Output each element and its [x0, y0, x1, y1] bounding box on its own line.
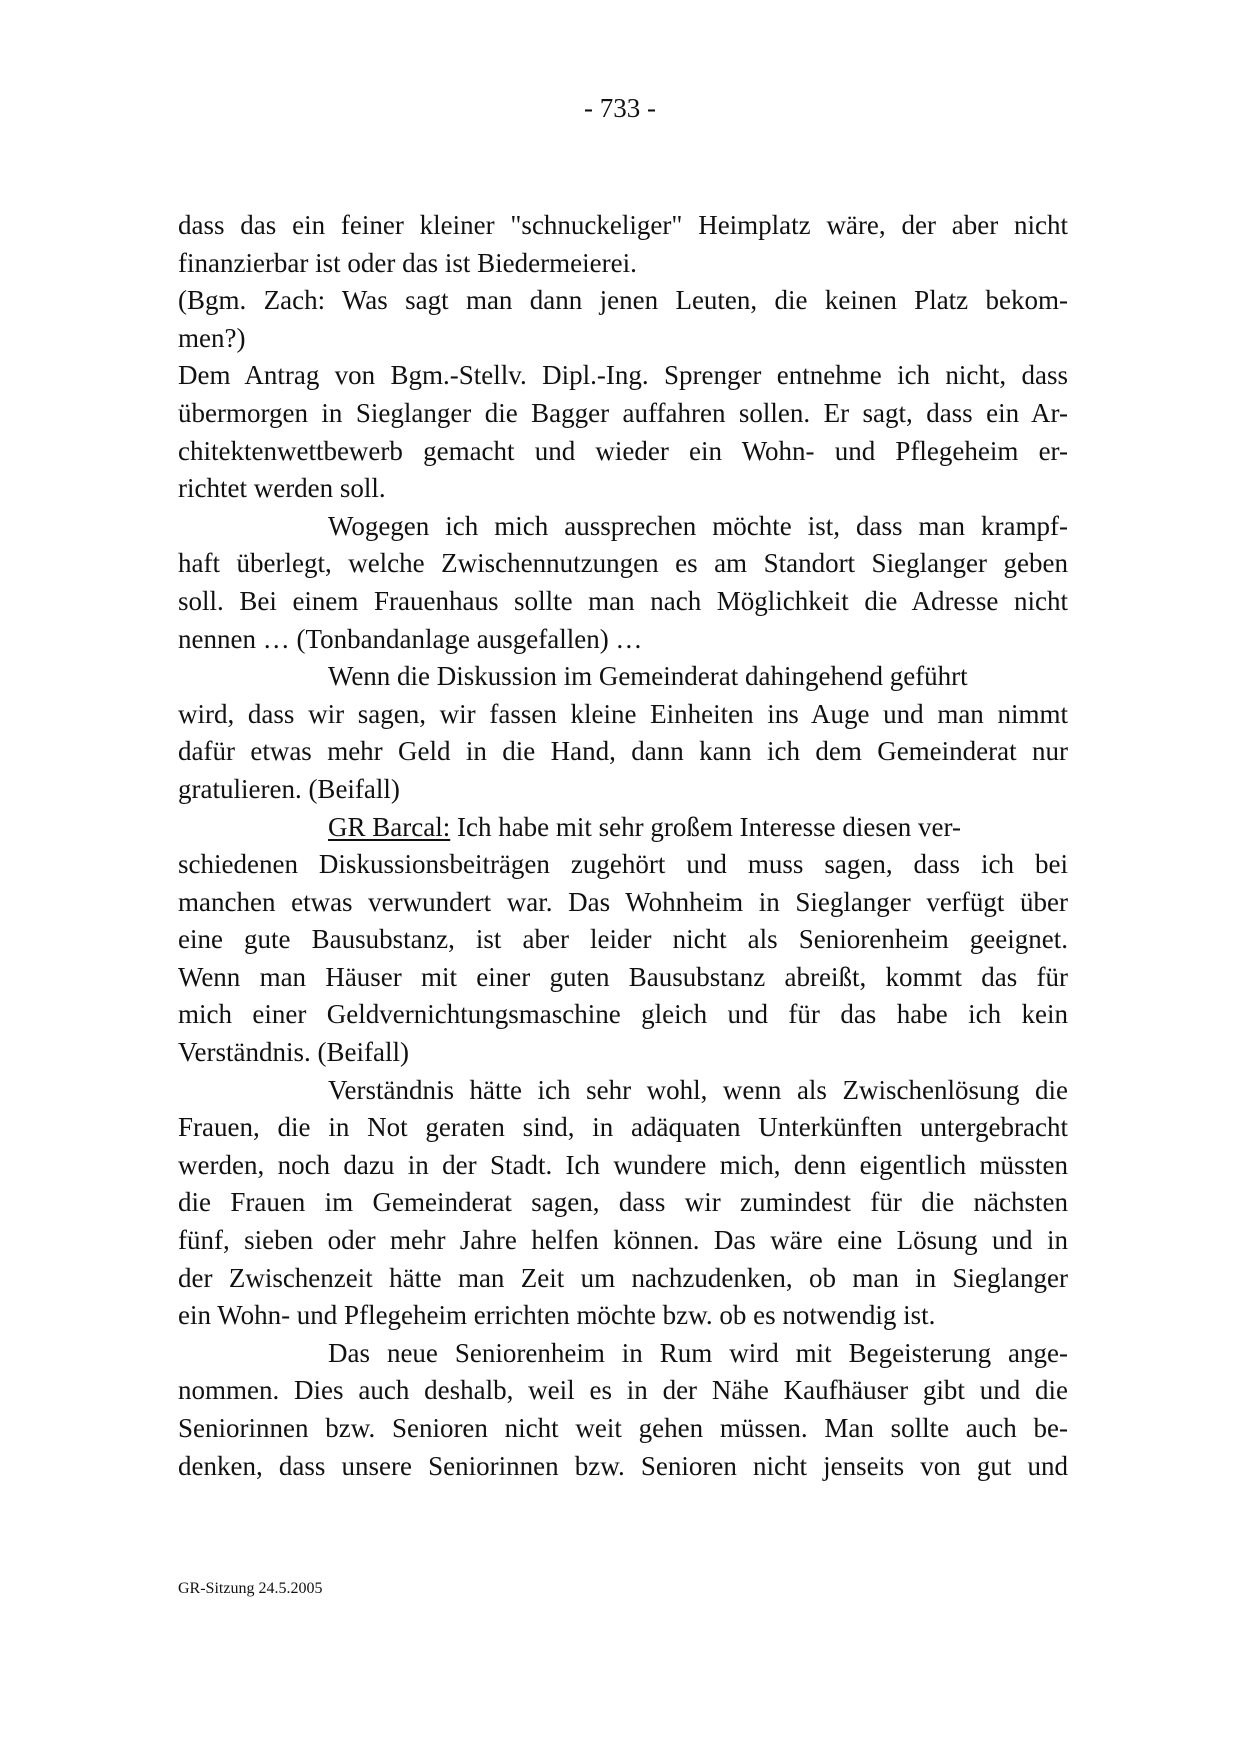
text-line: (Bgm. Zach: Was sagt man dann jenen Leuten, die keinen Platz bekom-: [178, 285, 1068, 316]
page-number: - 733 -: [584, 93, 656, 123]
text-line: wird, dass wir sagen, wir fassen kleine Einheiten ins Auge und man nimmt: [178, 698, 1068, 729]
text-line: Verständnis hätte ich sehr wohl, wenn als Zwischenlösung die: [328, 1074, 1068, 1105]
body-text: [178, 207, 1068, 1485]
text-line: haft überlegt, welche Zwischennutzungen es am Standort Sieglanger geben: [178, 548, 1068, 579]
text-line: die Frauen im Gemeinderat sagen, dass wir zumindest für die nächsten: [178, 1187, 1068, 1218]
text-line: dass das ein feiner kleiner "schnuckeliger" Heimplatz wäre, der aber nicht: [178, 210, 1068, 240]
text-line: werden, noch dazu in der Stadt. Ich wundere mich, denn eigentlich müssten: [178, 1149, 1068, 1180]
text-line: manchen etwas verwundert war. Das Wohnheim in Sieglanger verfügt über: [178, 886, 1068, 917]
text-line: Wogegen ich mich aussprechen möchte ist, dass man krampf-: [328, 510, 1068, 541]
text-line: Ich habe mit sehr großem Interesse diesen ver-: [456, 811, 961, 842]
text-line: nommen. Dies auch deshalb, weil es in der Nähe Kaufhäuser gibt und die: [178, 1375, 1068, 1406]
text-line: soll. Bei einem Frauenhaus sollte man nach Möglichkeit die Adresse nicht: [178, 585, 1068, 616]
text-line: Wenn die Diskussion im Gemeinderat dahingehend geführt: [328, 661, 968, 692]
text-line: Verständnis. (Beifall): [178, 1037, 409, 1068]
text-line: denken, dass unsere Seniorinnen bzw. Senioren nicht jenseits von gut und: [178, 1450, 1068, 1481]
footer-session-date: GR-Sitzung 24.5.2005: [178, 1580, 323, 1597]
speaker-line: [178, 809, 1068, 847]
text-line: chitektenwettbewerb gemacht und wieder ein Wohn- und Pflegeheim er-: [178, 435, 1068, 466]
text-line: schiedenen Diskussionsbeiträgen zugehört und muss sagen, dass ich bei: [178, 849, 1068, 880]
text-line: richtet werden soll.: [178, 473, 386, 504]
text-line: der Zwischenzeit hätte man Zeit um nachzudenken, ob man in Sieglanger: [178, 1262, 1068, 1293]
text-line: men?): [178, 322, 246, 353]
text-line: übermorgen in Sieglanger die Bagger auffahren sollen. Er sagt, dass ein Ar-: [178, 397, 1068, 428]
text-line: finanzierbar ist oder das ist Biedermeierei.: [178, 247, 637, 278]
text-line: nennen … (Tonbandanlage ausgefallen) …: [178, 623, 643, 654]
text-line: ein Wohn- und Pflegeheim errichten möchte bzw. ob es notwendig ist.: [178, 1300, 936, 1331]
text-line: Das neue Seniorenheim in Rum wird mit Begeisterung ange-: [328, 1337, 1068, 1368]
speaker-name: GR Barcal:: [328, 811, 451, 842]
text-line: Seniorinnen bzw. Senioren nicht weit gehen müssen. Man sollte auch be-: [178, 1413, 1068, 1443]
text-line: gratulieren. (Beifall): [178, 773, 400, 804]
text-line: Wenn man Häuser mit einer guten Bausubstanz abreißt, kommt das für: [178, 961, 1068, 992]
text-line: mich einer Geldvernichtungsmaschine gleich und für das habe ich kein: [178, 999, 1068, 1030]
text-line: Frauen, die in Not geraten sind, in adäquaten Unterkünften untergebracht: [178, 1112, 1068, 1143]
text-line: dafür etwas mehr Geld in die Hand, dann kann ich dem Gemeinderat nur: [178, 736, 1068, 767]
text-line: eine gute Bausubstanz, ist aber leider nicht als Seniorenheim geeignet.: [178, 924, 1068, 955]
text-line: Dem Antrag von Bgm.-Stellv. Dipl.-Ing. Sprenger entnehme ich nicht, dass: [178, 360, 1068, 391]
text-line: fünf, sieben oder mehr Jahre helfen können. Das wäre eine Lösung und in: [178, 1225, 1068, 1256]
